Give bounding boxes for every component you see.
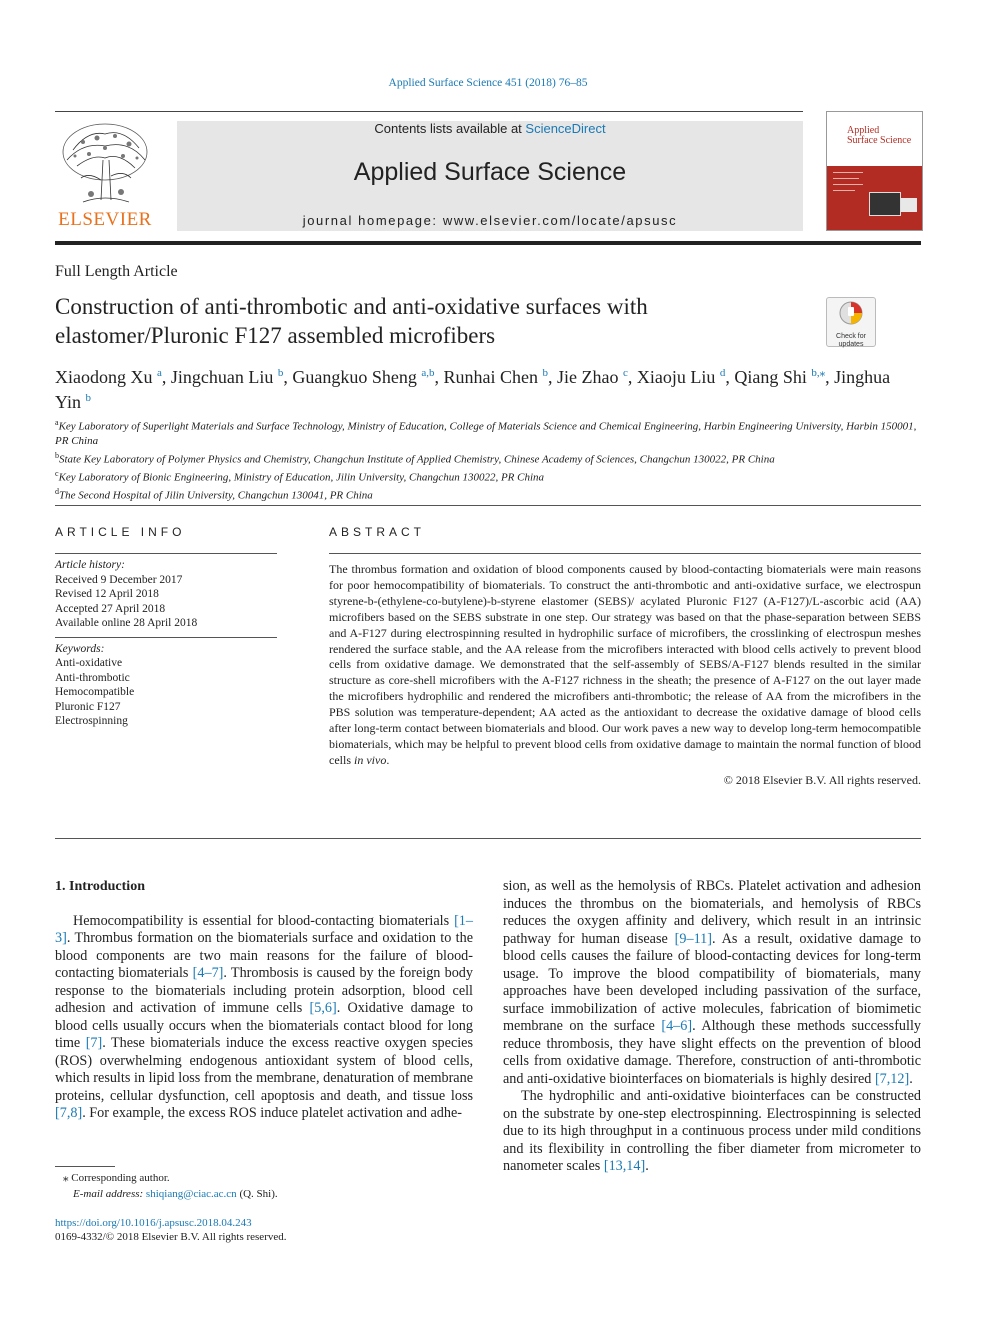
author-affiliation-mark[interactable]: d [719,367,726,379]
paragraph [503,878,921,1088]
citation-link[interactable]: [13,14] [603,1158,646,1174]
author-name[interactable]: Runhai Chen [443,367,539,387]
corresponding-author-note: ⁎ Corresponding author. [63,1172,170,1184]
text-run: . [909,1070,913,1087]
abstract [329,525,921,788]
author-name[interactable]: Jie Zhao [557,367,619,387]
keyword-list [55,656,277,729]
affiliation [55,485,921,503]
affiliation-text: State Key Laboratory of Polymer Physics and Chemistry, Changchun Institute of Applied Chemistry, Chinese Academy of Sciences, Changchun 130022, PR China [59,453,775,466]
paragraph [55,913,473,1123]
text-run: . Thrombus formation on the biomaterials surface and oxidation to the blood components are two main reasons for the failure of blood-contacting biomaterials [55,930,473,981]
cover-title-line1: Applied [847,125,880,136]
affiliation-mark: a [55,418,59,427]
text-run: . As a result, oxidative damage to blood cells causes the failure of blood-contacting devices for long-term usage. To improve the blood compatibility of biomaterials, many approaches have been developed including passivation of the surface, surface immobilization of active molecules, fabrication of biomimetic membrane on the surface [503,930,921,1034]
contents-line [177,121,803,136]
affiliation [55,467,921,485]
keyword: Hemocompatible [55,686,135,698]
intro-left-column [55,878,473,1123]
journal-reference[interactable]: Applied Surface Science 451 (2018) 76–85 [388,77,588,89]
elsevier-wordmark: ELSEVIER [58,209,152,230]
keywords-rule [55,637,277,638]
article-info [55,525,277,729]
citation-link[interactable]: [4–7] [192,965,224,981]
info-rule [55,553,277,554]
text-run: . These biomaterials induce the excess reactive oxygen species (ROS) overwhelming endogenous antioxidant system of blood cells, which results in lipid loss from the membrane, denaturation of membrane proteins, cellular dysfunction, cell apoptosis and death, and tissue loss [55,1035,473,1104]
cover-title-line2: Surface Science [847,135,912,146]
author-name[interactable]: Qiang Shi [734,367,807,387]
author-list: Xiaodong Xu $^a$, Jingchuan Liu $^b$, Guangkuo Sheng $^{a,b}$, Runhai Chen $^b$, Jie Zhao $^c$, Xiaoju Liu $^d$, Qiang Shi $^{b,⁎}$, Jinghua Yin $^b$ [55,367,891,412]
copyright-line: © 2018 Elsevier B.V. All rights reserved. [723,772,921,787]
citation-link[interactable]: [5,6] [309,1000,337,1016]
keyword: Anti-oxidative [55,657,123,669]
text-run: Hemocompatibility is essential for blood-contacting biomaterials [73,912,455,929]
section-heading: 1. Introduction [55,879,145,894]
author-name[interactable]: Guangkuo Sheng [292,367,417,387]
affiliation [55,449,921,467]
check-badge-line1: Check for [836,333,866,340]
article-info-heading: ARTICLE INFO [55,525,186,539]
affiliation-text: The Second Hospital of Jilin University, Changchun 130041, PR China [59,489,373,502]
citation-link[interactable]: [4–6] [661,1018,693,1034]
abstract-text: The thrombus formation and oxidation of blood components caused by blood-contacting biomaterials were main reasons for poor hemocompatibility of biomaterials. To construct the anti-thrombotic and anti-oxidative surface, we electrospun styrene-b-(ethylene-co-butylene)-b-styrene elastomer (SEBS)/ acylated Pluronic F127 (A-F127)/L-ascorbic acid (AA) microfibers based on the SEBS substrate in one step. Our strategy was based on that the phase-separation between SEBS and A-F127 during electrospinning resulted in hydrophilic surface of microfibers, the crosslinking of electrospun meshes rendered the surface stable, and the AA release from the microfibers interacted with blood cells actively to prevent blood cells from oxidative damage. We demonstrated that the self-assembly of SEBS/A-F127 blends resulted in the similar structure as core-shell microfibers with the A-F127 richness in the sheath; the presence of A-F127 on the out layer made the microfibers hydrophilic and rendered the microfibers anti-thrombotic; the release of AA from the microfibers in the PBS solution was temperature-dependent; AA acted as the antioxidant to decrease the oxidative damage of blood cells after long-term contact between biomaterials and blood. Our work paves a new way to develop long-term hemocompatible biomaterials, which may be helpful to prevent blood cells from oxidative damage to maintain the normal function of blood cells in vivo. [329,562,921,767]
intro-right-column [503,878,921,1176]
email-link[interactable]: shiqiang@ciac.ac.cn [145,1188,237,1200]
abstract-rule [329,553,921,554]
abstract-heading: ABSTRACT [329,525,426,539]
text-run: . Thrombosis is caused by the foreign body response to the biomaterials including protein adsorption, blood cell adhesion and activation of immune cells [55,965,473,1016]
author-affiliation-mark[interactable]: b [277,367,284,379]
email-label: E-mail address: [73,1188,146,1200]
check-badge-line2: updates [838,341,864,348]
affiliation-text: Key Laboratory of Bionic Engineering, Ministry of Education, Jilin University, Changchun 130022, PR China [58,471,545,484]
author-name[interactable]: Jinghua Yin [55,367,891,412]
author-affiliation-mark[interactable]: b [542,367,549,379]
history-item: Received 9 December 2017 [55,573,183,586]
affiliation-mark: d [55,486,59,496]
top-rule [55,111,803,112]
citation-link[interactable]: [9–11] [674,930,712,947]
text-run: The hydrophilic and anti-oxidative biointerfaces can be constructed on the substrate by one-step electrospinning. Electrospinning is selected due to its high throughput in a continuous process under mild conditions and its flexibility in controlling the fiber diameter from micrometer to nanometer scales [503,1088,921,1174]
text-run: . Although these methods successfully reduce thrombosis, they have slight effects on the prevention of blood cells from oxidative damage. Therefore, construction of anti-thrombotic and anti-oxidative biointerfaces on biomaterials is highly desired [503,1018,921,1087]
header-thick-rule [55,241,921,245]
article-title: Construction of anti-thrombotic and anti-oxidative surfaces with elastomer/Pluronic F127 assembled microfibers [55,294,648,348]
text-run: sion, as well as the hemolysis of RBCs. Platelet activation and adhesion induces the thrombus on the biomaterials, and hemolysis of RBCs reduces the oxygen affinity and delivery, which result in an intrinsic pathway for human disease [503,878,921,947]
affiliation-mark: c [55,468,59,478]
citation-link[interactable]: [7,12] [874,1070,910,1087]
author-affiliation-mark[interactable]: a [157,367,162,379]
check-updates-icon [827,298,875,328]
article-type: Full Length Article [55,263,178,280]
history-label: Article history: [55,559,125,571]
author-name[interactable]: Xiaodong Xu [55,367,153,387]
divider-above-info [55,505,921,506]
history-item: Revised 12 April 2018 [55,588,159,600]
journal-homepage[interactable]: journal homepage: www.elsevier.com/locate/apsusc [302,213,678,228]
affiliation [55,416,921,449]
citation-link[interactable]: [1–3] [55,912,473,946]
sciencedirect-link[interactable]: ScienceDirect [525,121,606,136]
keywords-label: Keywords: [55,642,105,655]
journal-masthead [177,121,803,231]
author-affiliation-mark[interactable]: b [85,392,92,404]
author-affiliation-mark[interactable]: b,⁎ [811,367,826,379]
issn-line: 0169-4332/© 2018 Elsevier B.V. All rights reserved. [55,1231,287,1243]
history-item: Available online 28 April 2018 [55,617,198,629]
author-name[interactable]: Jingchuan Liu [170,367,274,387]
text-run: . [645,1158,649,1174]
journal-title: Applied Surface Science [353,158,627,186]
history-item: Accepted 27 April 2018 [55,602,166,615]
author-affiliation-mark[interactable]: a,b [421,367,435,379]
affiliation-mark: b [55,450,59,460]
keyword: Pluronic F127 [55,700,121,713]
email-suffix: (Q. Shi). [236,1188,278,1200]
contents-prefix: Contents lists available at [374,121,526,136]
history-list [55,573,277,631]
text-run: . For example, the excess ROS induce platelet activation and adhe- [82,1105,462,1121]
journal-cover-thumbnail [826,111,923,231]
affiliations [55,416,921,503]
author-affiliation-mark[interactable]: c [623,367,628,379]
check-for-updates-badge[interactable] [826,297,876,347]
footnote-rule [55,1166,115,1167]
doi-link[interactable]: https://doi.org/10.1016/j.apsusc.2018.04.243 [55,1217,252,1229]
paragraph [503,1088,921,1176]
citation-link[interactable]: [7] [85,1035,103,1051]
keyword: Anti-thrombotic [55,671,130,684]
author-name[interactable]: Xiaoju Liu [636,367,716,387]
keyword: Electrospinning [55,715,128,727]
footnote [55,1170,473,1202]
text-run: . Oxidative damage to blood cells usually occurs when the biomaterials contact blood for long time [55,1000,473,1051]
affiliation-text: Key Laboratory of Superlight Materials and Surface Technology, Ministry of Education, College of Materials Science and Chemical Engineering, Harbin Engineering University, Harbin 150001, PR China [55,420,917,448]
citation-link[interactable]: [7,8] [55,1105,83,1121]
divider-below-abstract [55,838,921,839]
doi-block [55,1216,473,1244]
